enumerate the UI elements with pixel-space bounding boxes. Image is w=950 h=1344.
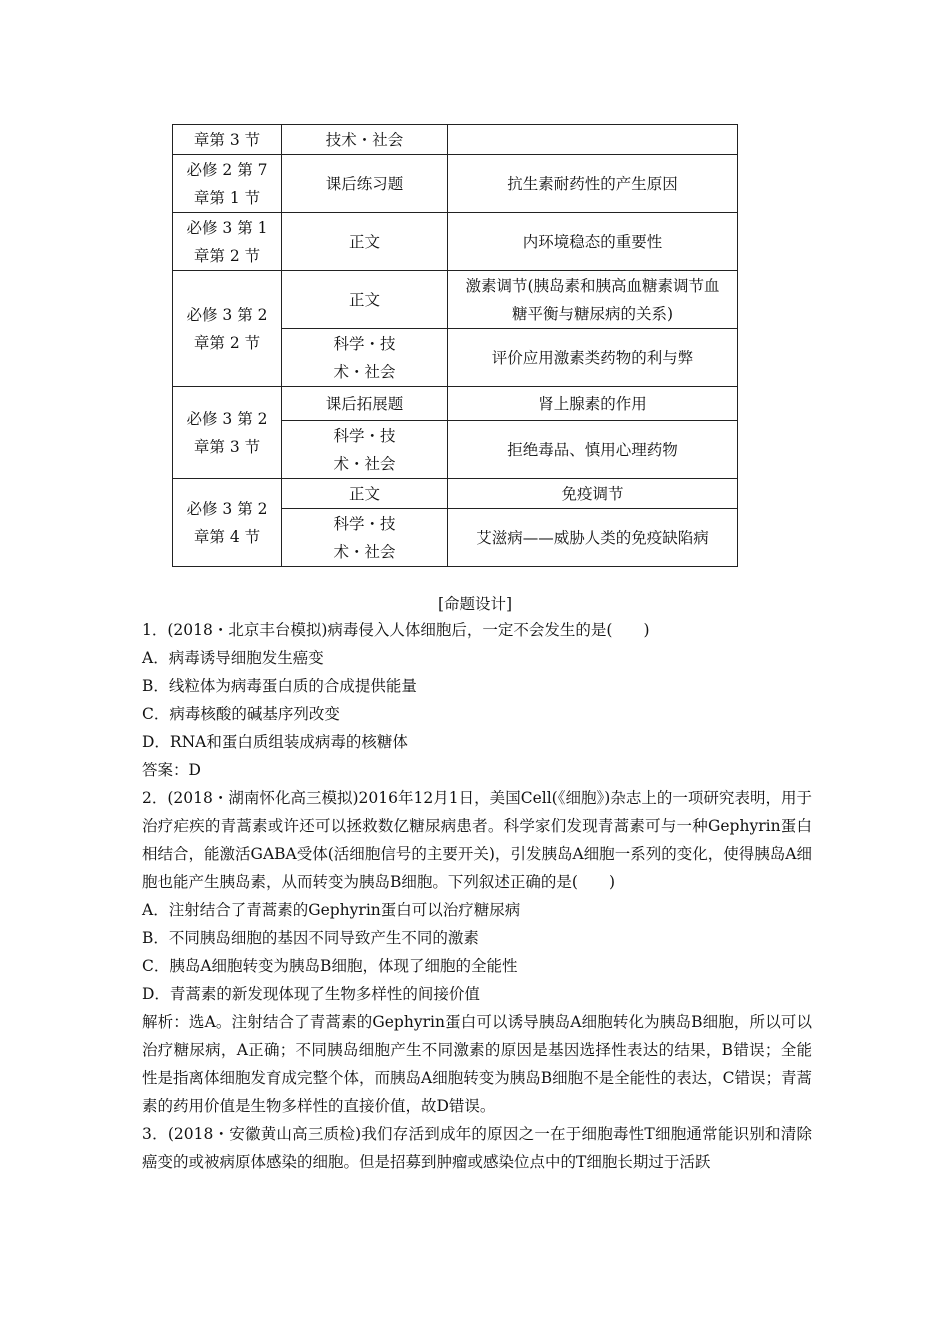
option: B．不同胰岛细胞的基因不同导致产生不同的激素 bbox=[142, 929, 479, 947]
table-cell: 正文 bbox=[282, 479, 448, 509]
textbook-content-table bbox=[172, 124, 738, 567]
table-cell: 抗生素耐药性的产生原因 bbox=[448, 155, 738, 213]
cell-line: 必修 3 第 2 bbox=[186, 409, 268, 428]
question-stem: 2．(2018・湖南怀化高三模拟)2016年12月1日，美国Cell(《细胞》)杂志上的一项研究表明，用于治疗疟疾的青蒿素或许还可以拯救数亿糖尿病患者。科学家们发现青蒿素可与一种Gephyrin蛋白相结合，能激活GABA受体(活细胞信号的主要开关)，引发胰岛A细胞一系列的变化，使得胰岛A细胞也能产生胰岛素，从而转变为胰岛B细胞。下列叙述正确的是( ) bbox=[142, 789, 812, 891]
answer: 答案：D bbox=[142, 761, 201, 779]
cell-line: 章第 3 节 bbox=[193, 437, 261, 456]
table-cell: 章第 3 节 bbox=[173, 125, 282, 155]
table-cell: 课后拓展题 bbox=[282, 387, 448, 421]
table-cell bbox=[448, 125, 738, 155]
option: A．注射结合了青蒿素的Gephyrin蛋白可以治疗糖尿病 bbox=[142, 901, 521, 919]
cell-line: 术・社会 bbox=[333, 362, 396, 381]
question-stem: 1．(2018・北京丰台模拟)病毒侵入人体细胞后，一定不会发生的是( ) bbox=[142, 621, 650, 639]
cell-line: 必修 3 第 2 bbox=[186, 305, 268, 324]
table-cell bbox=[173, 479, 282, 567]
table-cell: 技术・社会 bbox=[282, 125, 448, 155]
table-cell bbox=[448, 271, 738, 329]
cell-line: 术・社会 bbox=[333, 542, 396, 561]
option: D．RNA和蛋白质组装成病毒的核糖体 bbox=[142, 733, 408, 751]
table-cell: 拒绝毒品、慎用心理药物 bbox=[448, 421, 738, 479]
question-list bbox=[142, 616, 812, 1176]
cell-line: 术・社会 bbox=[333, 454, 396, 473]
cell-line: 科学・技 bbox=[333, 334, 396, 353]
option: D．青蒿素的新发现体现了生物多样性的间接价值 bbox=[142, 985, 480, 1003]
cell-line: 糖平衡与糖尿病的关系) bbox=[511, 304, 674, 323]
table-cell bbox=[173, 271, 282, 387]
cell-line: 章第 2 节 bbox=[193, 333, 261, 352]
cell-line: 激素调节(胰岛素和胰高血糖素调节血 bbox=[465, 276, 720, 295]
cell-line: 科学・技 bbox=[333, 514, 396, 533]
cell-line: 科学・技 bbox=[333, 426, 396, 445]
option: A．病毒诱导细胞发生癌变 bbox=[142, 649, 324, 667]
table-cell: 评价应用激素类药物的利与弊 bbox=[448, 329, 738, 387]
option: C．病毒核酸的碱基序列改变 bbox=[142, 705, 340, 723]
table-cell: 艾滋病——威胁人类的免疫缺陷病 bbox=[448, 509, 738, 567]
table-cell bbox=[282, 421, 448, 479]
option: C．胰岛A细胞转变为胰岛B细胞，体现了细胞的全能性 bbox=[142, 957, 518, 975]
cell-line: 必修 3 第 1 bbox=[186, 218, 268, 237]
analysis: 解析：选A。注射结合了青蒿素的Gephyrin蛋白可以诱导胰岛A细胞转化为胰岛B细胞，所以可以治疗糖尿病，A正确；不同胰岛细胞产生不同激素的原因是基因选择性表达的结果，B错误；全能性是指离体细胞发育成完整个体，而胰岛A细胞转变为胰岛B细胞不是全能性的表达，C错误；青蒿素的药用价值是生物多样性的直接价值，故D错误。 bbox=[142, 1013, 812, 1115]
cell-line: 必修 2 第 7 bbox=[186, 160, 268, 179]
cell-line: 章第 4 节 bbox=[193, 527, 261, 546]
table-cell: 肾上腺素的作用 bbox=[448, 387, 738, 421]
table-cell: 正文 bbox=[282, 213, 448, 271]
cell-line: 必修 3 第 2 bbox=[186, 499, 268, 518]
question-stem: 3．(2018・安徽黄山高三质检)我们存活到成年的原因之一在于细胞毒性T细胞通常能识别和清除癌变的或被病原体感染的细胞。但是招募到肿瘤或感染位点中的T细胞长期过于活跃 bbox=[142, 1125, 812, 1171]
cell-line: 章第 2 节 bbox=[193, 246, 261, 265]
option: B．线粒体为病毒蛋白质的合成提供能量 bbox=[142, 677, 417, 695]
table-cell bbox=[282, 509, 448, 567]
table-cell bbox=[282, 329, 448, 387]
table-cell: 免疫调节 bbox=[448, 479, 738, 509]
table-cell bbox=[173, 387, 282, 479]
section-title: [命题设计] bbox=[437, 595, 513, 613]
table-cell: 内环境稳态的重要性 bbox=[448, 213, 738, 271]
table-cell bbox=[173, 155, 282, 213]
table-cell bbox=[173, 213, 282, 271]
table-cell: 正文 bbox=[282, 271, 448, 329]
cell-line: 章第 1 节 bbox=[193, 188, 261, 207]
table-cell: 课后练习题 bbox=[282, 155, 448, 213]
